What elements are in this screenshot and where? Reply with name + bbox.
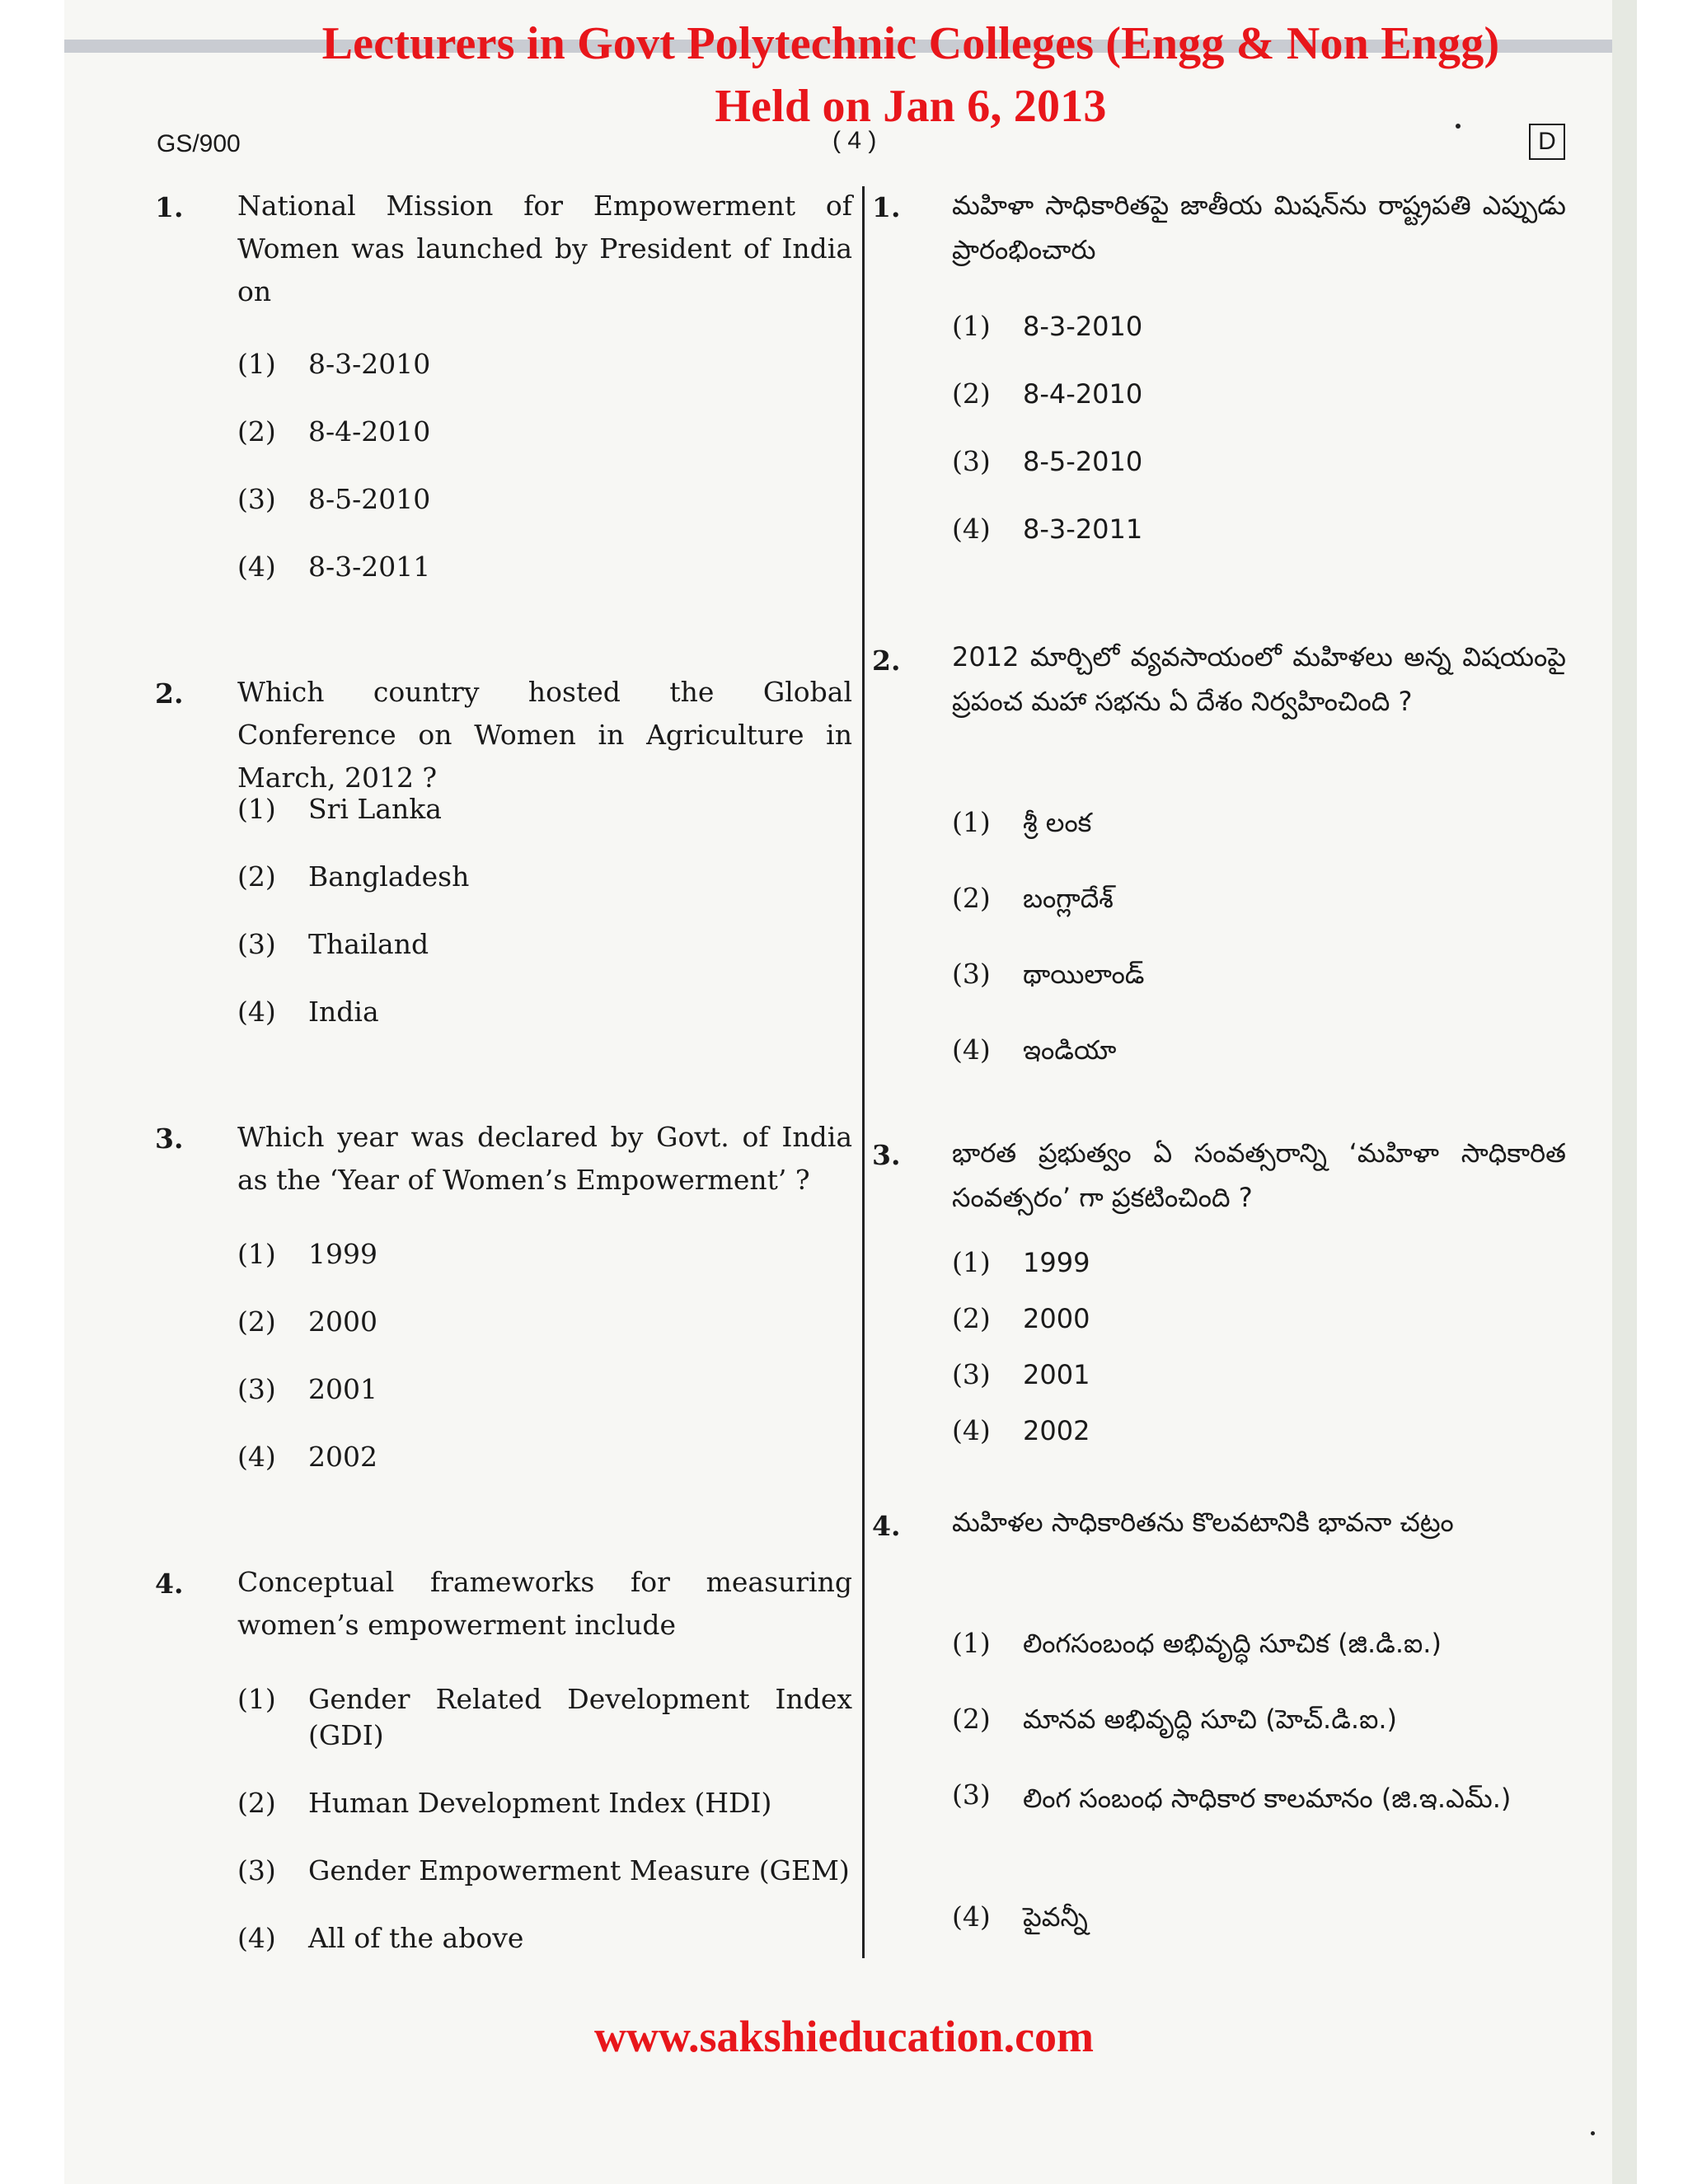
option-number: (1) [237,1683,276,1715]
option-text: 2001 [1023,1359,1090,1390]
option-number: (1) [237,348,276,380]
option-number: (4) [952,1414,991,1446]
option-number: (4) [952,1900,991,1933]
option-number: (3) [952,1779,991,1811]
question-text: Which country hosted the Global Conference on Women in Agriculture in March, 2012 ? [237,676,852,794]
question-number: 1. [872,191,901,223]
option-number: (2) [237,415,276,448]
option-number: (3) [237,928,276,960]
option-number: (1) [952,806,991,838]
option-text: 8-4-2010 [308,415,431,448]
option-number: (3) [952,445,991,477]
option-text: Sri Lanka [308,793,442,825]
option-number: (2) [952,882,991,914]
option-text: మానవ అభివృద్ధి సూచి (హెచ్.డి.ఐ.) [1023,1704,1398,1735]
option-text: 8-5-2010 [308,483,431,515]
option-number: (1) [237,793,276,825]
question-number: 2. [872,644,901,677]
question-text: 2012 మార్చిలో వ్యవసాయంలో మహిళలు అన్న విషయంపై ప్రపంచ మహా సభను ఏ దేశం నిర్వహించింది ? [952,641,1566,717]
option-text: 8-4-2010 [1023,378,1143,410]
column-divider [862,186,865,1958]
option-number: (2) [237,1305,276,1338]
option-text: ఇండియా [1023,1034,1117,1066]
option-text: బంగ్లాదేశ్ [1023,883,1114,914]
option-number: (4) [237,551,276,583]
option-text: 8-5-2010 [1023,446,1143,477]
question-text: భారత ప్రభుత్వం ఏ సంవత్సరాన్ని ‘మహిళా సాధికారిత సంవత్సరం’ గా ప్రకటించింది ? [952,1137,1566,1213]
option-number: (4) [952,513,991,545]
question-number: 3. [155,1122,184,1155]
option-text: Bangladesh [308,860,470,893]
option-text: 8-3-2010 [308,348,431,380]
option-text: 2000 [1023,1303,1090,1334]
question-number: 4. [155,1568,184,1600]
option-text: Gender Related Development Index (GDI) [308,1683,852,1751]
option-text: Human Development Index (HDI) [308,1787,772,1819]
watermark-title-line2: Held on Jan 6, 2013 [715,81,1107,132]
option-text: All of the above [308,1922,524,1954]
option-number: (4) [237,1441,276,1473]
scan-right-edge [1612,0,1637,2184]
option-text: 2000 [308,1305,377,1338]
option-text: Thailand [308,928,429,960]
question-text: National Mission for Empowerment of Women was launched by President of India on [237,190,852,307]
option-text: లింగసంబంధ అభివృద్ధి సూచిక (జి.డి.ఐ.) [1023,1628,1442,1659]
option-text: లింగ సంబంధ సాధికార కాలమానం (జి.ఇ.ఎమ్.) [1023,1783,1512,1814]
question-text: మహిళల సాధికారితను కొలవటానికి భావనా చట్రం [952,1507,1454,1538]
question-text: మహిళా సాధికారితపై జాతీయ మిషన్‌ను రాష్ట్రపతి ఎప్పుడు ప్రారంభించారు [952,190,1566,265]
option-text: శ్రీ లంక [1023,807,1092,838]
question-number: 4. [872,1510,901,1542]
option-text: పైవన్నీ [1023,1901,1088,1933]
watermark-website: www.sakshieducation.com [593,2012,1095,2061]
option-text: India [308,996,379,1028]
option-text: 1999 [308,1238,377,1270]
question-text: Conceptual frameworks for measuring women’s empowerment include [237,1566,852,1641]
question-number: 3. [872,1139,901,1171]
option-text: థాయిలాండ్ [1023,958,1145,990]
option-number: (2) [237,860,276,893]
option-number: (4) [237,996,276,1028]
question-number: 1. [155,191,184,223]
stray-mark [1456,124,1461,129]
option-number: (2) [952,1703,991,1735]
question-number: 2. [155,677,184,710]
question-text: Which year was declared by Govt. of India as the ‘Year of Women’s Empowerment’ ? [237,1121,852,1196]
option-number: (3) [237,1373,276,1405]
page-number: ( 4 ) [832,127,877,154]
stray-mark [1591,2131,1595,2135]
option-text: 2001 [308,1373,377,1405]
option-number: (3) [952,1358,991,1390]
option-number: (2) [952,1302,991,1334]
option-number: (1) [952,1246,991,1278]
option-text: 8-3-2011 [1023,513,1143,545]
paper-code: GS/900 [157,130,241,157]
option-number: (1) [237,1238,276,1270]
watermark-title-line1: Lecturers in Govt Polytechnic Colleges (Engg & Non Engg) [321,18,1500,69]
option-number: (3) [952,958,991,990]
option-text: 2002 [1023,1415,1090,1446]
option-number: (3) [237,483,276,515]
option-number: (4) [952,1033,991,1066]
option-number: (1) [952,310,991,342]
option-number: (3) [237,1854,276,1886]
option-text: 1999 [1023,1247,1090,1278]
option-number: (2) [952,377,991,410]
option-number: (4) [237,1922,276,1954]
option-text: 8-3-2011 [308,551,431,583]
booklet-series-box: D [1529,124,1565,160]
option-number: (1) [952,1627,991,1659]
option-text: 2002 [308,1441,377,1473]
option-number: (2) [237,1787,276,1819]
option-text: 8-3-2010 [1023,311,1143,342]
option-text: Gender Empowerment Measure (GEM) [308,1854,850,1886]
